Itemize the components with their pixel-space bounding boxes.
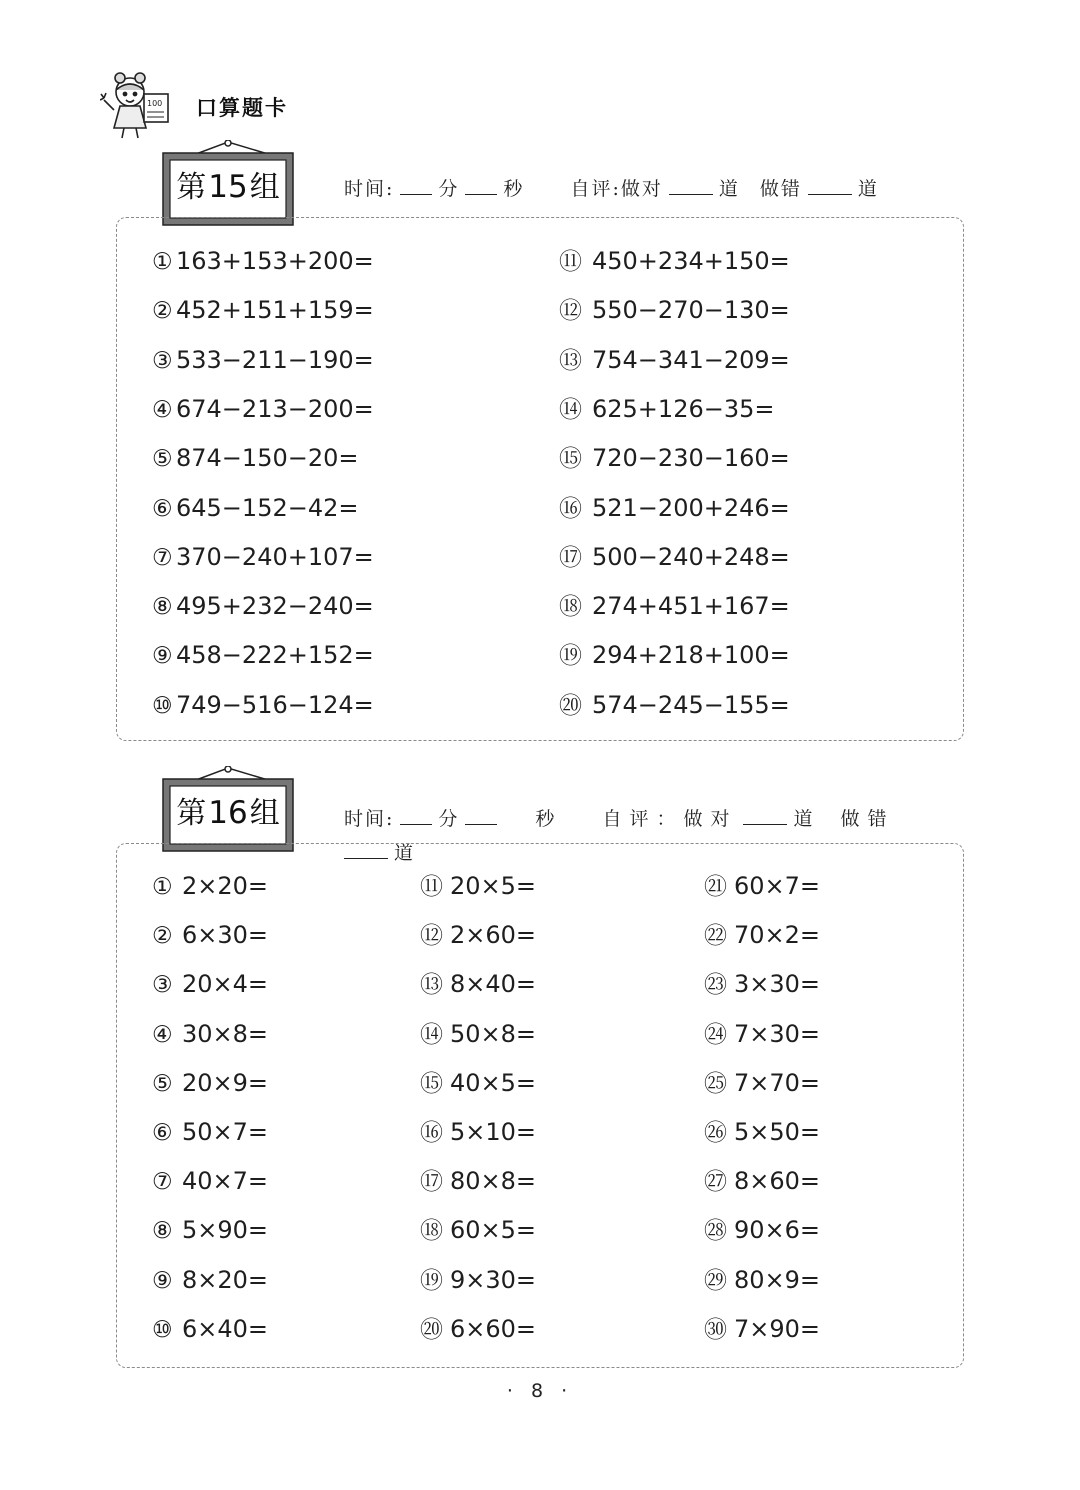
problem-number: ⑭	[420, 1021, 443, 1048]
group-16-title: 第16组	[176, 795, 280, 831]
problem-number: ㉘	[704, 1218, 727, 1245]
problem-expression: 5×90=	[182, 1216, 269, 1245]
problem-expression: 7×30=	[734, 1019, 821, 1048]
problem-expression: 5×50=	[734, 1118, 821, 1146]
problem-number: ㉚	[704, 1316, 727, 1343]
problem-number: ㉔	[704, 1021, 727, 1048]
problem-number: ⑧	[152, 594, 173, 621]
problem-item	[559, 542, 790, 573]
problem-number: ⑥	[152, 495, 173, 522]
problem-item	[559, 493, 790, 524]
problem-item	[420, 1068, 536, 1099]
problem-expression: 458−222+152=	[176, 641, 374, 670]
problem-number: ㉕	[704, 1070, 727, 1097]
problem-number: ⑦	[152, 1169, 173, 1196]
problem-item	[420, 920, 536, 951]
problem-expression: 60×7=	[734, 872, 821, 900]
group-15-sign	[160, 140, 296, 228]
problem-item	[420, 1215, 536, 1246]
problem-expression: 550−270−130=	[592, 296, 790, 325]
problem-expression: 874−150−20=	[176, 444, 359, 473]
problem-number: ㉒	[704, 923, 727, 950]
problem-number: ⑰	[420, 1169, 443, 1196]
problem-item	[559, 345, 790, 376]
seconds-blank[interactable]	[465, 176, 497, 195]
mascot-girl-icon	[100, 70, 175, 140]
problem-number: ③	[152, 972, 173, 999]
problem-number: ⑳	[559, 692, 582, 719]
problem-expression: 8×60=	[734, 1167, 821, 1196]
problem-item	[559, 295, 790, 326]
problem-expression: 50×8=	[450, 1019, 537, 1048]
problem-number: ⑤	[152, 446, 173, 473]
problem-number: ㉑	[704, 874, 727, 900]
problem-item	[420, 1019, 536, 1050]
page-number: · 8 ·	[506, 1380, 574, 1402]
problem-expression: 80×9=	[734, 1265, 821, 1294]
problem-expression: 521−200+246=	[592, 493, 790, 522]
problem-item	[704, 871, 820, 902]
problem-number: ⑤	[152, 1070, 173, 1097]
problem-expression: 7×70=	[734, 1068, 821, 1097]
problem-number: ⑱	[420, 1218, 443, 1245]
problem-item	[152, 1117, 268, 1148]
problem-item	[152, 394, 374, 425]
problem-expression: 90×6=	[734, 1216, 821, 1245]
problem-item	[559, 443, 790, 474]
problem-expression: 6×30=	[182, 921, 269, 950]
problem-item	[152, 969, 268, 1000]
problem-item	[420, 1166, 536, 1197]
problem-item	[420, 1314, 536, 1345]
problem-item	[152, 443, 358, 474]
problem-item	[704, 1068, 820, 1099]
problem-number: ①	[152, 249, 173, 275]
problem-item	[152, 920, 268, 951]
problem-number: ⑥	[152, 1120, 173, 1146]
problem-number: ⑩	[152, 1316, 173, 1343]
group-15-title: 第15组	[176, 169, 280, 205]
problem-number: ⑰	[559, 544, 582, 571]
problem-number: ④	[152, 396, 173, 423]
problem-expression: 6×40=	[182, 1314, 269, 1343]
problem-expression: 674−213−200=	[176, 394, 374, 423]
problem-item	[152, 1215, 268, 1246]
problem-expression: 8×40=	[450, 970, 537, 999]
problem-expression: 495+232−240=	[176, 592, 374, 621]
problem-number: ⑳	[420, 1316, 443, 1343]
problem-expression: 2×20=	[182, 872, 269, 900]
problem-item	[559, 591, 790, 622]
problem-number: ⑬	[420, 972, 443, 999]
problem-number: ⑫	[420, 923, 443, 950]
problem-expression: 40×7=	[182, 1167, 269, 1196]
problem-expression: 6×60=	[450, 1314, 537, 1343]
problem-expression: 294+218+100=	[592, 641, 790, 670]
problem-expression: 720−230−160=	[592, 444, 790, 473]
problem-expression: 40×5=	[450, 1068, 537, 1097]
problem-item	[152, 1265, 268, 1296]
problem-number: ⑦	[152, 544, 173, 571]
problem-number: ⑨	[152, 1267, 173, 1294]
problem-expression: 7×90=	[734, 1314, 821, 1343]
problem-item	[704, 969, 820, 1000]
problem-expression: 80×8=	[450, 1167, 537, 1196]
problem-expression: 754−341−209=	[592, 345, 790, 374]
problem-number: ㉖	[704, 1120, 727, 1146]
problem-expression: 20×9=	[182, 1068, 269, 1097]
problem-item	[152, 690, 374, 721]
problem-expression: 8×20=	[182, 1265, 269, 1294]
problem-number: ㉗	[704, 1169, 727, 1196]
problem-number: ⑭	[559, 396, 582, 423]
problem-item	[420, 1265, 536, 1296]
problem-number: ⑩	[152, 692, 173, 719]
correct-count-blank[interactable]	[743, 806, 787, 825]
problem-expression: 2×60=	[450, 921, 537, 950]
problem-item	[152, 1068, 268, 1099]
group-16-sign	[160, 766, 296, 854]
problem-item	[704, 1314, 820, 1345]
problem-item	[559, 690, 790, 721]
problem-expression: 5×10=	[450, 1118, 537, 1146]
problem-item	[704, 1019, 820, 1050]
problem-number: ③	[152, 347, 173, 374]
problem-expression: 645−152−42=	[176, 493, 359, 522]
problem-item	[559, 394, 774, 425]
problem-item	[152, 493, 358, 524]
problem-number: ⑧	[152, 1218, 173, 1245]
problem-number: ⑯	[420, 1120, 443, 1146]
problem-expression: 50×7=	[182, 1118, 269, 1146]
svg-text:100: 100	[147, 99, 163, 108]
problem-number: ㉙	[704, 1267, 727, 1294]
problem-item	[704, 1166, 820, 1197]
problem-item	[152, 1166, 268, 1197]
problem-expression: 450+234+150=	[592, 247, 790, 275]
problem-item	[152, 542, 374, 573]
header-title: 口算题卡	[196, 96, 288, 120]
problem-item	[152, 246, 374, 277]
problem-item	[152, 295, 374, 326]
problem-expression: 3×30=	[734, 970, 821, 999]
problem-number: ④	[152, 1021, 173, 1048]
problem-expression: 9×30=	[450, 1265, 537, 1294]
problem-item	[704, 1265, 820, 1296]
problem-expression: 30×8=	[182, 1019, 269, 1048]
problem-number: ⑪	[420, 874, 443, 900]
group-15-meta: 时间: 分 秒 自评:做对 道 做错 道	[344, 178, 879, 200]
problem-number: ②	[152, 298, 173, 325]
problem-item	[704, 920, 820, 951]
problem-expression: 452+151+159=	[176, 296, 374, 325]
group-16-meta: 时间: 分 秒 自评：做对 道 做错 道	[344, 808, 895, 864]
problem-item	[420, 1117, 536, 1148]
problem-item	[420, 969, 536, 1000]
problem-item	[420, 871, 536, 902]
problem-expression: 20×5=	[450, 872, 537, 900]
correct-count-blank[interactable]	[669, 176, 713, 195]
problem-number: ㉓	[704, 972, 727, 999]
problem-number: ②	[152, 923, 173, 950]
problem-item	[152, 345, 374, 376]
problem-item	[559, 246, 790, 277]
problem-item	[152, 591, 374, 622]
problem-expression: 370−240+107=	[176, 542, 374, 571]
minutes-blank[interactable]	[400, 176, 432, 195]
problem-number: ①	[152, 874, 173, 900]
problem-expression: 574−245−155=	[592, 690, 790, 719]
problem-item	[152, 1314, 268, 1345]
problem-item	[152, 1019, 268, 1050]
seconds-blank[interactable]	[465, 806, 497, 825]
problem-expression: 500−240+248=	[592, 542, 790, 571]
problem-expression: 274+451+167=	[592, 592, 790, 621]
problem-number: ⑪	[559, 249, 582, 275]
problem-number: ⑮	[420, 1070, 443, 1097]
problem-number: ⑲	[559, 643, 582, 670]
problem-expression: 163+153+200=	[176, 247, 374, 275]
problem-number: ⑯	[559, 495, 582, 522]
problem-expression: 20×4=	[182, 970, 269, 999]
wrong-count-blank[interactable]	[808, 176, 852, 195]
problem-number: ⑫	[559, 298, 582, 325]
problem-item	[152, 871, 268, 902]
problem-item	[704, 1215, 820, 1246]
problem-number: ⑨	[152, 643, 173, 670]
problem-item	[559, 640, 790, 671]
problem-item	[152, 640, 374, 671]
problem-number: ⑬	[559, 347, 582, 374]
problem-number: ⑲	[420, 1267, 443, 1294]
problem-expression: 625+126−35=	[592, 394, 775, 423]
problem-expression: 60×5=	[450, 1216, 537, 1245]
problem-number: ⑮	[559, 446, 582, 473]
minutes-blank[interactable]	[400, 806, 432, 825]
problem-item	[704, 1117, 820, 1148]
problem-number: ⑱	[559, 594, 582, 621]
problem-expression: 749−516−124=	[176, 690, 374, 719]
problem-expression: 533−211−190=	[176, 345, 374, 374]
problem-expression: 70×2=	[734, 921, 821, 950]
